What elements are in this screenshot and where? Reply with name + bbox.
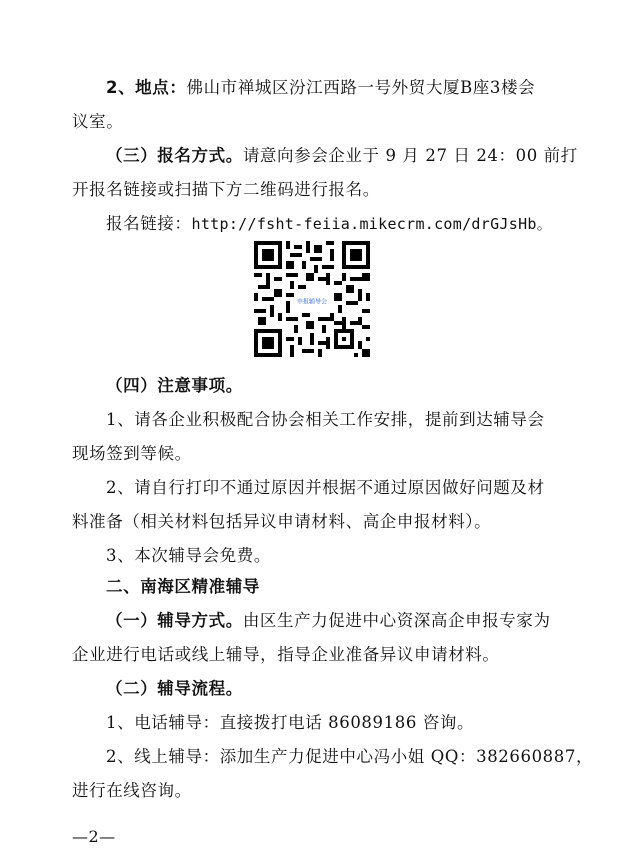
notes-item-2-line-2: 料准备（相关材料包括异议申请材料、高企申报材料）。 [72, 512, 492, 531]
registration-text-1: 请意向参会企业于 9 月 27 日 24：00 前打 [242, 146, 578, 165]
method-line-1 [106, 611, 552, 631]
method-line-2: 企业进行电话或线上辅导，指导企业准备异议申请材料。 [72, 645, 500, 664]
qr-center-label: 申报辅导会 [296, 298, 328, 306]
method-text-1: 由区生产力促进中心资深高企申报专家为 [242, 611, 551, 630]
registration-link-url[interactable]: http://fsht-feiia.mikecrm.com/drGJsHb。 [191, 215, 553, 233]
registration-line-2: 开报名链接或扫描下方二维码进行报名。 [72, 180, 380, 199]
location-line-2: 议室。 [72, 112, 124, 131]
registration-link-label: 报名链接： [106, 214, 192, 233]
process-heading: （二）辅导流程。 [106, 679, 243, 698]
location-text-1: 佛山市禅城区汾江西路一号外贸大厦B座3楼会 [186, 78, 536, 97]
notes-item-1-line-1: 1、请各企业积极配合协会相关工作安排，提前到达辅导会 [106, 410, 545, 429]
registration-line-1 [106, 146, 578, 166]
page-number: —2— [72, 827, 116, 846]
location-line-1 [106, 78, 552, 98]
notes-item-2-line-1: 2、请自行打印不通过原因并根据不通过原因做好问题及材 [106, 478, 545, 497]
notes-item-1-line-2: 现场签到等候。 [72, 444, 192, 463]
location-label: 2、地点： [106, 78, 187, 97]
process-item-1: 1、电话辅导：直接拨打电话 86089186 咨询。 [106, 713, 475, 732]
registration-link-line [106, 214, 552, 234]
registration-label: （三）报名方式。 [106, 146, 243, 165]
registration-qr-code[interactable] [254, 241, 370, 357]
method-label: （一）辅导方式。 [106, 611, 243, 630]
process-item-2-line-1: 2、线上辅导：添加生产力促进中心冯小姐 QQ：382660887， [106, 747, 594, 766]
notes-heading: （四）注意事项。 [106, 376, 243, 395]
notes-item-3: 3、本次辅导会免费。 [106, 546, 271, 565]
nanhai-section-heading: 二、南海区精准辅导 [106, 577, 260, 596]
process-item-2-line-2: 进行在线咨询。 [72, 781, 192, 800]
